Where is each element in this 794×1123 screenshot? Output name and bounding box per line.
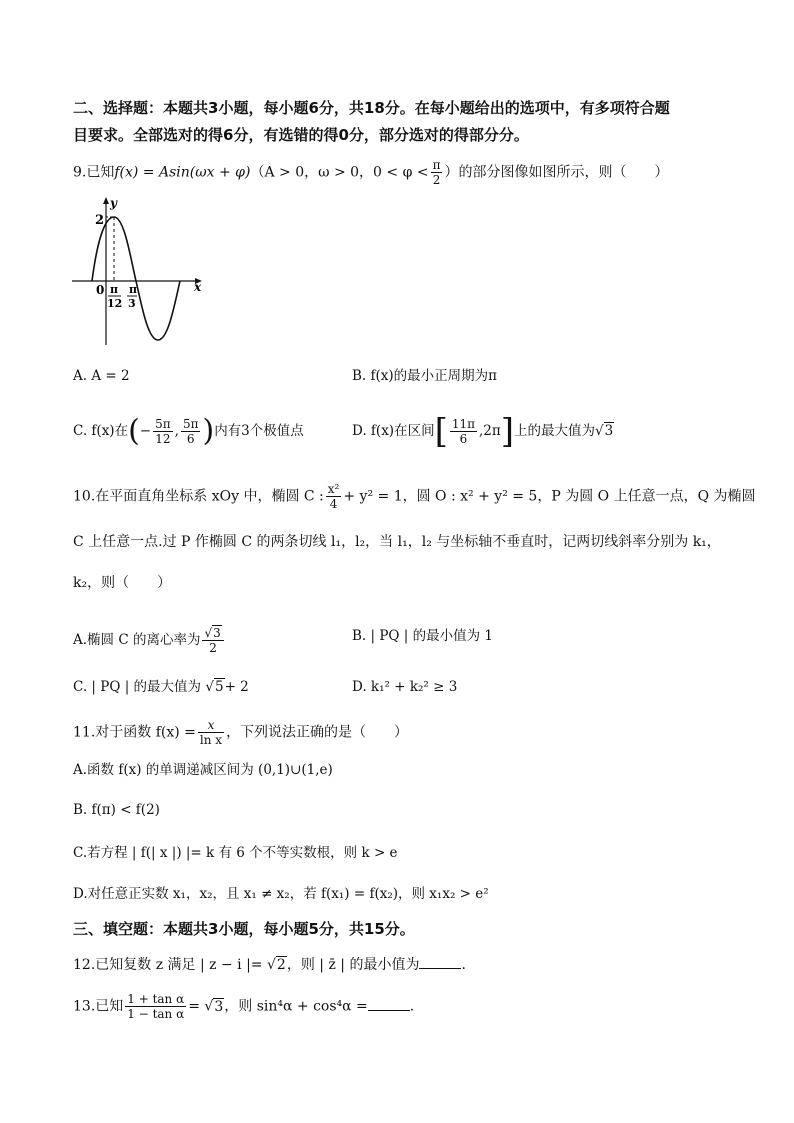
q13-frac bbox=[125, 992, 186, 1021]
q13-mid: = bbox=[188, 998, 200, 1015]
q10-line1-frac-den: 4 bbox=[329, 497, 338, 511]
q12-stem: 12.已知复数 z 满足 | z − i |= √2，则 | z̄ | 的最小值为 . bbox=[73, 954, 466, 975]
q9-cond-end: ）的部分图像如图所示，则（ ） bbox=[444, 164, 669, 181]
q13-pre: 13.已知 bbox=[73, 998, 124, 1015]
q11-option-b: B. f(π) < f(2) bbox=[73, 802, 160, 818]
q10-line1 bbox=[73, 482, 756, 511]
q9-option-c-lparen: ( bbox=[128, 413, 140, 449]
q13-frac-num: 1 + tan α bbox=[127, 992, 185, 1006]
q11-frac-den: ln x bbox=[199, 733, 223, 747]
q11-post: ，下列说法正确的是（ ） bbox=[226, 724, 409, 741]
q10-option-b: B. | PQ | 的最小值为 1 bbox=[352, 628, 494, 644]
q9-option-d-val: 3 bbox=[604, 423, 614, 439]
q10-line1-b: + y² = 1，圆 O : x² + y² = 5，P 为圆 O 上任意一点，Q 为椭圆 bbox=[343, 488, 756, 505]
q9-option-b: B. f(x)的最小正周期为π bbox=[352, 368, 498, 384]
q9-option-c-left-frac bbox=[153, 417, 173, 446]
q9-option-a: A. A = 2 bbox=[73, 368, 130, 384]
q9-option-d-rbracket: ] bbox=[500, 411, 515, 452]
q10-option-c-sqrt: 5 bbox=[214, 679, 224, 695]
q12-answer-blank[interactable] bbox=[419, 954, 461, 969]
q10-option-a-den: 2 bbox=[209, 641, 217, 655]
graph-origin-label: 0 bbox=[96, 283, 105, 297]
q9-option-c-right-num: 5π bbox=[182, 417, 199, 431]
q9-option-d-pre: D. f(x)在区间 bbox=[352, 423, 435, 439]
q11-stem bbox=[73, 718, 408, 747]
section2-header-line2: 目要求。全部选对的得6分，有选错的得0分，部分选对的得部分分。 bbox=[73, 126, 529, 144]
q9-prefix: 9.已知 bbox=[73, 164, 115, 181]
q13-frac-den: 1 − tan α bbox=[127, 1007, 185, 1021]
q13-sqrt: 3 bbox=[214, 998, 224, 1015]
q11-frac bbox=[198, 718, 224, 747]
q13-end: . bbox=[409, 998, 415, 1015]
graph-y-arrow bbox=[103, 197, 109, 204]
q9-option-d-lbracket: [ bbox=[434, 411, 448, 452]
graph-y-label: y bbox=[110, 196, 117, 210]
q9-option-d-post: 上的最大值为 bbox=[514, 423, 596, 439]
graph-tick1-num: π bbox=[110, 283, 119, 296]
q11-option-d: D.对任意正实数 x₁，x₂，且 x₁ ≠ x₂，若 f(x₁) = f(x₂)，则 x₁x₂ > e² bbox=[73, 886, 489, 902]
q9-option-c-left-den: 12 bbox=[155, 432, 171, 446]
q9-option-c-post: 内有3个极值点 bbox=[214, 423, 304, 439]
graph-sine-curve bbox=[92, 217, 180, 340]
q10-option-a-pre: A.椭圆 C 的离心率为 bbox=[73, 632, 201, 648]
q9-stem bbox=[73, 158, 668, 187]
q12-post: ，则 | z̄ | 的最小值为 bbox=[286, 957, 420, 973]
q11-pre: 11.对于函数 f(x) = bbox=[73, 724, 196, 741]
q9-cond-frac-num: π bbox=[432, 158, 441, 172]
q9-option-d-num: 11π bbox=[451, 417, 475, 431]
graph-y-max-label: 2 bbox=[95, 213, 105, 228]
q9-option-d: D. f(x)在区间[ $\frac{11\pi}{6}$ ,2π]上的最大值为√3 bbox=[352, 411, 614, 452]
q9-option-c-right-frac bbox=[181, 417, 201, 446]
q10-option-c: C. | PQ | 的最大值为 √5+ 2 bbox=[73, 679, 249, 695]
graph-tick2-num: π bbox=[129, 283, 138, 296]
q10-option-c-pre: C. | PQ | 的最大值为 bbox=[73, 679, 202, 695]
graph-tick2-den: 3 bbox=[128, 297, 136, 310]
q9-option-c: C. f(x)在(− $\frac{5\pi}{12}$ , $\frac{5\pi}{6}$ )内有3个极值点 bbox=[73, 413, 304, 449]
q9-cond-frac-den: 2 bbox=[432, 173, 441, 187]
q9-option-d-frac bbox=[450, 417, 477, 446]
q10-option-c-post: + 2 bbox=[224, 679, 249, 695]
q9-option-c-rparen: ) bbox=[202, 413, 215, 449]
section3-header: 三、填空题：本题共3小题，每小题5分，共15分。 bbox=[73, 920, 415, 938]
q10-line1-a: 10.在平面直角坐标系 xOy 中，椭圆 C : bbox=[73, 488, 324, 505]
q10-line1-frac-num: x² bbox=[327, 482, 340, 496]
q9-option-d-den: 6 bbox=[459, 432, 468, 446]
q13-post: ，则 sin⁴α + cos⁴α = bbox=[224, 998, 368, 1015]
q10-option-a bbox=[73, 626, 226, 655]
q9-option-c-left-num: 5π bbox=[155, 417, 171, 431]
q11-option-a: A.函数 f(x) 的单调递减区间为 (0,1)∪(1,e) bbox=[73, 762, 333, 778]
q9-option-c-right-den: 6 bbox=[186, 432, 195, 446]
q10-line3: k₂，则（ ） bbox=[73, 575, 172, 591]
q13-answer-blank[interactable] bbox=[368, 996, 410, 1011]
q10-option-a-num: √3 bbox=[202, 626, 223, 641]
q9-cond-fraction bbox=[431, 158, 443, 187]
q10-option-d: D. k₁² + k₂² ≥ 3 bbox=[352, 679, 458, 695]
q9-sine-graph bbox=[70, 195, 210, 350]
q9-func: f(x) = Asin(ωx + φ) bbox=[114, 164, 251, 181]
section2-header-line1: 二、选择题：本题共3小题，每小题6分，共18分。在每小题给出的选项中，有多项符合题 bbox=[73, 99, 670, 117]
q10-option-a-num-val: 3 bbox=[213, 626, 221, 640]
q12-end: . bbox=[461, 957, 466, 973]
q9-option-d-right: ,2π bbox=[479, 423, 501, 439]
q13-stem: 13.已知 $\frac{\text{1 + tan α}}{\text{1 − tan α}}$ = √3，则 sin⁴α + cos⁴α = . bbox=[73, 992, 415, 1021]
graph-tick1-den: 12 bbox=[107, 297, 123, 310]
q10-line2: C 上任意一点.过 P 作椭圆 C 的两条切线 l₁，l₂，当 l₁，l₂ 与坐标轴不垂直时，记两切线斜率分别为 k₁， bbox=[73, 534, 721, 550]
q11-option-c: C.若方程 | f(| x |) |= k 有 6 个不等实数根，则 k > e bbox=[73, 845, 398, 861]
graph-x-label: x bbox=[194, 280, 202, 294]
q10-line1-frac bbox=[326, 482, 342, 511]
q9-option-c-pre: C. f(x)在 bbox=[73, 423, 129, 439]
q10-option-a-frac bbox=[202, 626, 223, 655]
q9-cond: （A > 0，ω > 0，0 < φ < bbox=[250, 164, 429, 181]
q11-frac-num: x bbox=[198, 718, 224, 733]
q12-sqrt: 2 bbox=[276, 957, 286, 973]
q12-pre: 12.已知复数 z 满足 | z − i |= bbox=[73, 957, 263, 973]
